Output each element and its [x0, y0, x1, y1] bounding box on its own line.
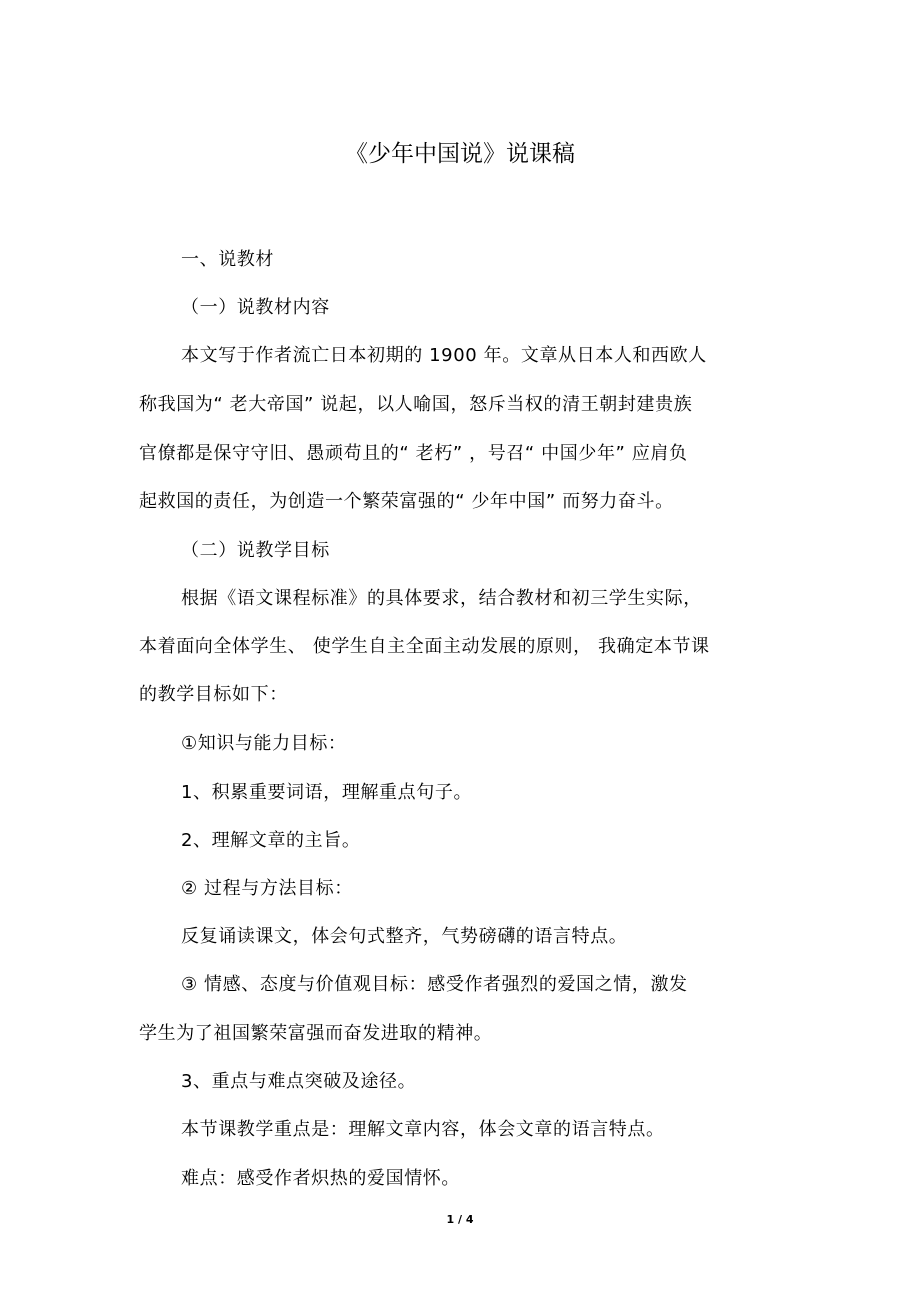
paragraph-line: 官僚都是保守守旧、愚顽苟且的“ 老朽” ，号召“ 中国少年” 应肩负	[139, 443, 688, 464]
paragraph-line: 的教学目标如下：	[139, 684, 288, 705]
paragraph-line: 学生为了祖国繁荣富强而奋发进取的精神。	[139, 1023, 493, 1044]
paragraph-line: 称我国为“ 老大帝国” 说起，以人喻国，怒斥当权的清王朝封建贵族	[139, 394, 693, 415]
list-item: 3、重点与难点突破及途径。	[181, 1071, 417, 1092]
paragraph-line: 本节课教学重点是：理解文章内容，体会文章的语言特点。	[181, 1119, 665, 1140]
subsection-heading: （二）说教学目标	[181, 540, 330, 561]
subsection-heading: （一）说教材内容	[181, 297, 330, 318]
paragraph-line: 根据《语文课程标准》的具体要求，结合教材和初三学生实际，	[181, 588, 702, 609]
paragraph-line: 本着面向全体学生、 使学生自主全面主动发展的原则， 我确定本节课	[139, 636, 710, 657]
goal-heading: ③ 情感、态度与价值观目标：感受作者强烈的爱国之情，激发	[181, 974, 688, 995]
paragraph-line: 难点：感受作者炽热的爱国情怀。	[181, 1168, 460, 1189]
list-item: 2、理解文章的主旨。	[181, 830, 361, 851]
section-heading: 一、说教材	[181, 249, 274, 270]
paragraph-line: 本文写于作者流亡日本初期的 1900 年。文章从日本人和西欧人	[181, 345, 707, 366]
paragraph-line: 起救国的责任，为创造一个繁荣富强的“ 少年中国” 而努力奋斗。	[139, 491, 674, 512]
document-title: 《少年中国说》说课稿	[345, 141, 575, 167]
page-number: 1 / 4	[446, 1213, 474, 1226]
list-item: 1、积累重要词语，理解重点句子。	[181, 782, 473, 803]
paragraph-line: 反复诵读课文，体会句式整齐，气势磅礴的语言特点。	[181, 926, 628, 947]
goal-heading: ①知识与能力目标：	[181, 733, 347, 754]
goal-heading: ② 过程与方法目标：	[181, 878, 353, 899]
